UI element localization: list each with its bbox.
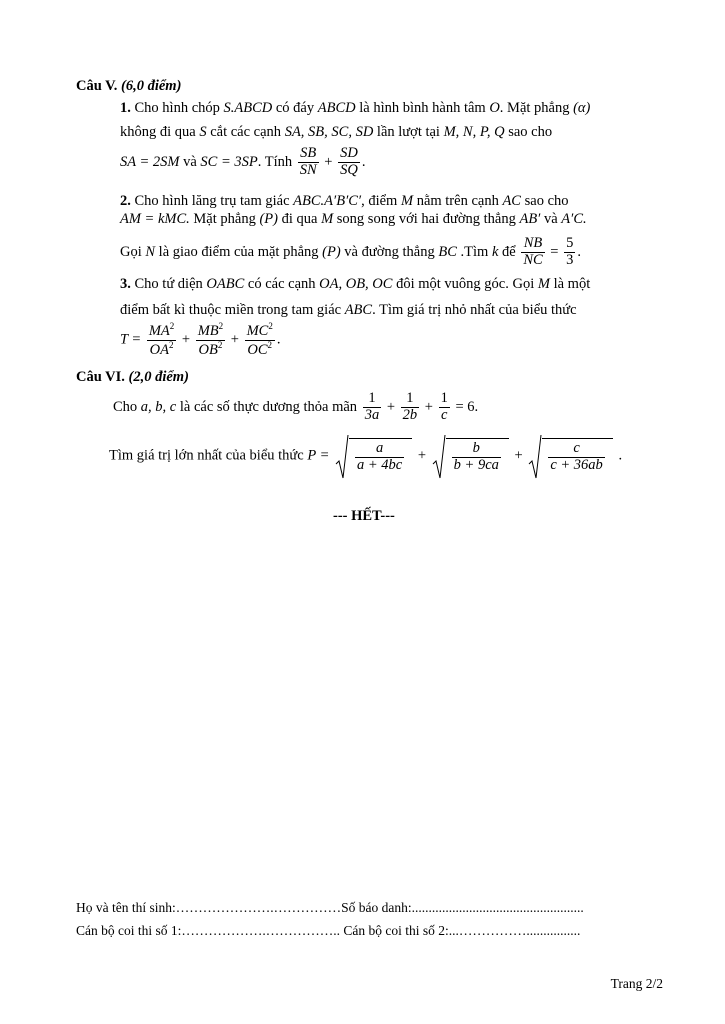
text: = 6. <box>455 398 479 415</box>
numerator: 1 <box>440 390 448 406</box>
exponent: 2 <box>169 321 175 331</box>
q6-line2 <box>109 438 622 474</box>
operator: = <box>550 243 559 260</box>
text: Tìm giá trị lớn nhất của biểu thức <box>109 447 304 464</box>
math: N <box>145 243 156 260</box>
text: . Mặt phẳng <box>499 100 570 116</box>
q5-part3-expression <box>120 322 280 359</box>
denominator: b + 9ca <box>453 456 499 473</box>
denominator: 2b <box>402 406 418 423</box>
question-5-title: Câu V. <box>76 78 118 94</box>
denominator: OC <box>247 341 268 358</box>
math: (P) <box>259 211 278 227</box>
math: T = <box>120 331 142 348</box>
operator: + <box>417 447 427 464</box>
exponent: 2 <box>218 321 224 331</box>
numerator: MB <box>197 322 219 339</box>
question-6-points: (2,0 điểm) <box>128 369 189 385</box>
math: M, N, P, Q <box>443 124 505 140</box>
math: OABC <box>206 276 245 292</box>
candidate-info-line: Họ và tên thí sinh:………………….……………Số báo danh:................................................... <box>76 900 584 915</box>
text: .Tìm <box>460 243 489 260</box>
fraction-5-3 <box>564 236 575 269</box>
operator: + <box>424 398 433 415</box>
exponent: 2 <box>268 321 273 331</box>
text: đôi một vuông góc. Gọi <box>396 276 535 292</box>
math: a, b, c <box>140 398 177 415</box>
q5-part3-number: 3. <box>120 276 131 292</box>
text: Gọi <box>120 243 142 260</box>
question-5-heading <box>76 78 181 95</box>
denominator: a + 4bc <box>356 456 403 473</box>
text: cắt các cạnh <box>210 124 282 140</box>
math: AB′ <box>519 211 541 227</box>
numerator: SD <box>340 145 358 161</box>
text: Mặt phẳng <box>193 211 256 227</box>
q5-part2-line1 <box>120 193 569 210</box>
text: . <box>361 153 366 170</box>
fraction-1-c <box>439 391 450 424</box>
denominator: c <box>440 406 448 423</box>
text: . <box>618 447 623 464</box>
fraction-sb-sn <box>298 146 319 179</box>
page-number: Trang 2/2 <box>610 976 663 991</box>
fraction-b <box>452 441 501 474</box>
math: A′C. <box>561 211 587 227</box>
q6-line1 <box>113 391 478 424</box>
radical-sign <box>432 434 446 482</box>
text: và <box>543 211 558 227</box>
fraction-1-3a <box>363 391 382 424</box>
text: và <box>183 153 197 170</box>
denominator: NC <box>523 251 543 268</box>
radical-sign <box>335 434 349 482</box>
text: có các cạnh <box>247 276 316 292</box>
math: SC = 3SP <box>200 153 258 170</box>
math: SA = 2SM <box>120 153 180 170</box>
operator: + <box>514 447 523 464</box>
text: , điểm <box>361 193 398 209</box>
q5-part3-line1 <box>120 276 590 293</box>
math: ABC.A′B′C′ <box>293 193 362 209</box>
denominator: SQ <box>340 161 358 178</box>
q5-part1-line1 <box>120 100 590 117</box>
fraction-a <box>355 441 404 474</box>
fraction-sd-sq <box>338 146 360 179</box>
numerator: MC <box>246 322 269 339</box>
text: là một <box>553 276 591 292</box>
math: ABCD <box>317 100 356 116</box>
math: SA, SB, SC, SD <box>284 124 374 140</box>
text: song song với hai đường thẳng <box>336 211 516 227</box>
numerator: NB <box>521 236 544 253</box>
text: là các số thực dương thỏa mãn <box>179 398 358 415</box>
math: BC <box>438 243 457 260</box>
text: Cho hình lăng trụ tam giác <box>134 193 290 209</box>
sqrt-term-a <box>335 438 412 474</box>
numerator: 5 <box>566 235 574 251</box>
text: điểm bất kì thuộc miền trong tam giác <box>120 302 342 318</box>
math: P = <box>307 447 330 464</box>
denominator: 3 <box>566 251 574 268</box>
sqrt-term-c <box>528 438 612 474</box>
operator: + <box>181 331 191 348</box>
text: . <box>577 243 581 260</box>
end-mark: --- HẾT--- <box>333 508 395 524</box>
denominator: 3a <box>364 406 380 423</box>
fraction-mc-oc <box>245 322 275 359</box>
text: đi qua <box>281 211 318 227</box>
exponent: 2 <box>267 339 273 350</box>
denominator: OA <box>149 341 169 358</box>
text: và đường thẳng <box>344 243 435 260</box>
operator: + <box>324 153 333 170</box>
math: ABC <box>344 302 373 318</box>
text: có đáy <box>275 100 315 116</box>
text: để <box>502 243 516 260</box>
math: M <box>537 276 550 292</box>
math: M <box>321 211 334 227</box>
exponent: 2 <box>217 339 223 350</box>
question-5-points: (6,0 điểm) <box>121 78 182 94</box>
denominator: c + 36ab <box>550 456 603 473</box>
fraction-c <box>548 441 604 474</box>
text: lần lượt tại <box>376 124 440 140</box>
radical-sign <box>528 434 542 482</box>
text: . <box>276 331 281 348</box>
math: (α) <box>573 100 591 116</box>
fraction-mb-ob <box>196 322 225 359</box>
denominator: OB <box>198 341 218 358</box>
exponent: 2 <box>168 339 174 350</box>
text: không đi qua <box>120 124 196 140</box>
math: AC <box>502 193 521 209</box>
numerator: b <box>452 441 501 458</box>
math: M <box>400 193 414 209</box>
math: AM = kMC. <box>120 211 190 227</box>
fraction-nb-nc <box>521 236 544 269</box>
math: OA, OB, OC <box>319 276 393 292</box>
sqrt-term-b <box>432 438 509 474</box>
q5-part3-line2 <box>120 302 577 319</box>
q5-part1-number: 1. <box>120 100 131 116</box>
q5-part2-line3 <box>120 236 581 269</box>
denominator: SN <box>299 161 317 178</box>
math: (P) <box>322 243 341 260</box>
numerator: c <box>548 441 604 458</box>
question-6-title: Câu VI. <box>76 369 125 385</box>
q5-part2-number: 2. <box>120 193 131 209</box>
text: Cho hình chóp <box>134 100 220 116</box>
text: là giao điểm của mặt phẳng <box>158 243 319 260</box>
operator: + <box>230 331 239 348</box>
q5-part1-line2 <box>120 124 552 141</box>
numerator: MA <box>148 322 170 339</box>
operator: + <box>386 398 395 415</box>
text: là hình bình hành tâm <box>359 100 486 116</box>
numerator: a <box>355 441 404 458</box>
numerator: SB <box>298 146 319 163</box>
text: . Tính <box>257 153 293 170</box>
question-6-heading <box>76 369 189 386</box>
math: S <box>199 124 207 140</box>
math: O <box>489 100 500 116</box>
fraction-ma-oa <box>147 322 176 359</box>
text: nằm trên cạnh <box>416 193 499 209</box>
numerator: 1 <box>363 391 382 408</box>
text: sao cho <box>524 193 569 209</box>
text: Cho <box>113 398 138 415</box>
math: S.ABCD <box>223 100 273 116</box>
text: . Tìm giá trị nhỏ nhất của biểu thức <box>372 302 577 318</box>
proctor-info-line: Cán bộ coi thi số 1:……………….…………….. Cán bộ coi thi số 2:...……………................ <box>76 923 581 938</box>
q5-part1-line3 <box>120 146 365 179</box>
fraction-1-2b <box>401 391 420 424</box>
text: Cho tứ diện <box>134 276 203 292</box>
q5-part2-line2 <box>120 211 587 228</box>
numerator: 1 <box>401 391 420 408</box>
math: k <box>491 243 499 260</box>
text: sao cho <box>508 124 553 140</box>
